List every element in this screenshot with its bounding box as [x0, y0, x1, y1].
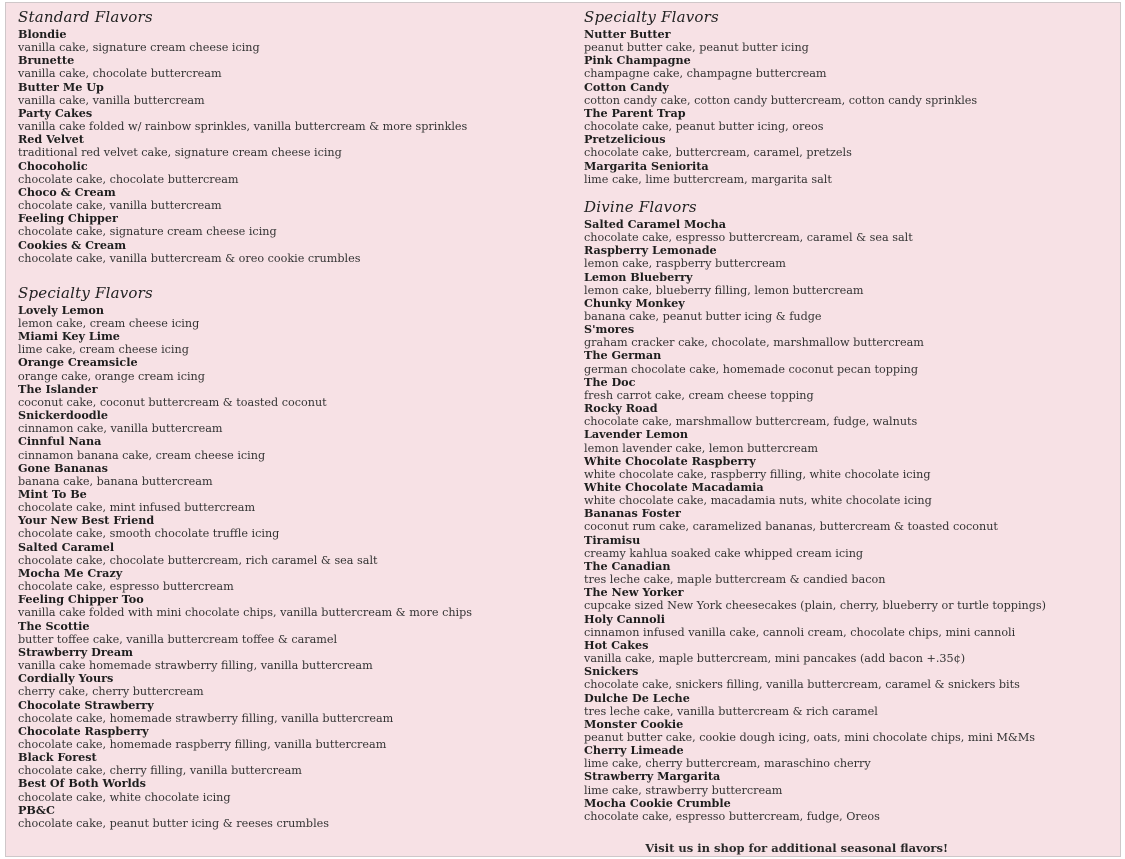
- flavor-description: chocolate cake, white chocolate icing: [18, 790, 231, 804]
- flavor-item: [584, 402, 1116, 428]
- flavor-item: [584, 244, 1116, 270]
- flavor-item: [584, 218, 1116, 244]
- flavor-description: chocolate cake, buttercream, caramel, pretzels: [584, 146, 852, 160]
- flavor-description: vanilla cake homemade strawberry filling, vanilla buttercream: [18, 659, 373, 673]
- flavor-name: S'mores: [584, 322, 635, 337]
- flavor-name: Pink Champagne: [584, 53, 691, 68]
- flavor-description: lime cake, lime buttercream, margarita salt: [584, 172, 832, 186]
- flavor-description: cotton candy cake, cotton candy buttercream, cotton candy sprinkles: [584, 93, 978, 107]
- flavor-description: lime cake, cherry buttercream, maraschino cherry: [584, 757, 871, 771]
- flavor-description: white chocolate cake, macadamia nuts, white chocolate icing: [584, 494, 932, 508]
- flavor-item: [18, 488, 578, 514]
- flavor-item: [18, 239, 578, 265]
- section-gap: [18, 265, 578, 282]
- flavor-name: Blondie: [18, 27, 67, 41]
- flavor-name: Snickers: [584, 664, 639, 679]
- flavor-name: Strawberry Margarita: [584, 769, 721, 784]
- flavor-description: cinnamon cake, vanilla buttercream: [18, 422, 223, 436]
- flavor-description: coconut cake, coconut buttercream & toasted coconut: [18, 395, 327, 409]
- flavor-name: Margarita Seniorita: [584, 158, 709, 173]
- section-title-specialty: Specialty Flavors: [18, 283, 153, 302]
- flavor-description: chocolate cake, chocolate buttercream: [18, 172, 239, 186]
- specialty-flavor-list: [18, 304, 578, 830]
- flavor-name: Feeling Chipper Too: [18, 592, 144, 607]
- flavor-description: chocolate cake, vanilla buttercream: [18, 199, 222, 213]
- flavor-name: White Chocolate Macadamia: [584, 480, 764, 494]
- flavor-item: [584, 744, 1116, 770]
- flavor-item: [18, 751, 578, 777]
- flavor-item: [18, 725, 578, 751]
- flavor-name: Holy Cannoli: [584, 611, 666, 626]
- flavor-description: cherry cake, cherry buttercream: [18, 685, 204, 699]
- flavor-name: Salted Caramel Mocha: [584, 216, 727, 231]
- menu-page: [5, 2, 1121, 857]
- flavor-name: The Canadian: [584, 558, 671, 573]
- flavor-description: chocolate cake, mint infused buttercream: [18, 501, 256, 515]
- flavor-name: PB&C: [18, 802, 55, 817]
- flavor-item: [18, 212, 578, 238]
- flavor-name: Cinnful Nana: [18, 434, 102, 449]
- flavor-name: Bananas Foster: [584, 506, 681, 521]
- flavor-item: [584, 586, 1116, 612]
- flavor-name: The Parent Trap: [584, 105, 686, 120]
- flavor-description: vanilla cake, maple buttercream, mini pancakes (add bacon +.35¢): [584, 652, 966, 666]
- flavor-item: [584, 560, 1116, 586]
- flavor-item: [584, 81, 1116, 107]
- flavor-name: Best Of Both Worlds: [18, 776, 146, 791]
- flavor-item: [18, 672, 578, 698]
- flavor-item: [584, 639, 1116, 665]
- flavor-item: [584, 797, 1116, 823]
- flavor-name: Lovely Lemon: [18, 302, 105, 317]
- flavor-name: The German: [584, 348, 662, 363]
- flavor-item: [18, 54, 578, 80]
- flavor-item: [18, 514, 578, 540]
- flavor-name: White Chocolate Raspberry: [584, 453, 756, 468]
- section-title-specialty-cont: Specialty Flavors: [584, 8, 719, 26]
- flavor-description: chocolate cake, homemade strawberry filling, vanilla buttercream: [18, 711, 394, 725]
- flavor-item: [18, 593, 578, 619]
- flavor-description: banana cake, peanut butter icing & fudge: [584, 309, 822, 323]
- flavor-item: [18, 541, 578, 567]
- flavor-description: lemon cake, raspberry buttercream: [584, 257, 786, 271]
- flavor-description: vanilla cake folded with mini chocolate chips, vanilla buttercream & more chips: [18, 606, 473, 620]
- flavor-description: coconut rum cake, caramelized bananas, buttercream & toasted coconut: [584, 520, 998, 534]
- flavor-description: butter toffee cake, vanilla buttercream toffee & caramel: [18, 632, 338, 646]
- flavor-description: vanilla cake, signature cream cheese icing: [18, 41, 260, 55]
- flavor-name: The Doc: [584, 374, 636, 389]
- flavor-item: [18, 646, 578, 672]
- flavor-name: Hot Cakes: [584, 637, 649, 652]
- flavor-name: Choco & Cream: [18, 184, 116, 199]
- flavor-name: Rocky Road: [584, 401, 658, 416]
- flavor-description: chocolate cake, espresso buttercream, fudge, Oreos: [584, 809, 880, 823]
- flavor-description: cupcake sized New York cheesecakes (plain, cherry, blueberry or turtle toppings): [584, 599, 1047, 613]
- flavor-description: chocolate cake, homemade raspberry filling, vanilla buttercream: [18, 737, 387, 751]
- flavor-name: Monster Cookie: [584, 716, 684, 731]
- flavor-name: The New Yorker: [584, 585, 684, 600]
- flavor-description: chocolate cake, signature cream cheese icing: [18, 225, 277, 239]
- flavor-name: Cherry Limeade: [584, 743, 684, 758]
- flavor-name: Black Forest: [18, 750, 97, 765]
- flavor-description: graham cracker cake, chocolate, marshmallow buttercream: [584, 336, 924, 350]
- flavor-description: chocolate cake, marshmallow buttercream, fudge, walnuts: [584, 415, 918, 429]
- flavor-description: german chocolate cake, homemade coconut pecan topping: [584, 362, 918, 376]
- standard-flavor-list: [18, 28, 578, 265]
- flavor-description: chocolate cake, cherry filling, vanilla buttercream: [18, 764, 302, 778]
- flavor-name: Miami Key Lime: [18, 329, 120, 344]
- flavor-item: [18, 620, 578, 646]
- flavor-name: Lavender Lemon: [584, 427, 689, 442]
- flavor-description: chocolate cake, espresso buttercream: [18, 580, 234, 594]
- flavor-name: Dulche De Leche: [584, 690, 690, 705]
- flavor-item: [18, 383, 578, 409]
- flavor-description: creamy kahlua soaked cake whipped cream icing: [584, 546, 864, 560]
- flavor-item: [584, 770, 1116, 796]
- flavor-item: [584, 297, 1116, 323]
- flavor-item: [584, 507, 1116, 533]
- flavor-description: champagne cake, champagne buttercream: [584, 67, 827, 81]
- flavor-description: tres leche cake, maple buttercream & candied bacon: [584, 573, 886, 587]
- flavor-item: [18, 330, 578, 356]
- flavor-item: [18, 81, 578, 107]
- flavor-item: [18, 699, 578, 725]
- flavor-name: Gone Bananas: [18, 460, 108, 475]
- flavor-item: [584, 534, 1116, 560]
- section-gap: [584, 186, 1116, 196]
- flavor-name: Orange Creamsicle: [18, 355, 138, 370]
- flavor-item: [18, 435, 578, 461]
- flavor-description: chocolate cake, smooth chocolate truffle icing: [18, 527, 280, 541]
- flavor-description: chocolate cake, peanut butter icing & reeses crumbles: [18, 816, 330, 830]
- flavor-name: Nutter Butter: [584, 27, 671, 41]
- specialty-flavor-list-cont: [584, 28, 1116, 186]
- flavor-item: [584, 28, 1116, 54]
- flavor-item: [18, 28, 578, 54]
- flavor-item: [584, 54, 1116, 80]
- flavor-description: chocolate cake, chocolate buttercream, rich caramel & sea salt: [18, 553, 378, 567]
- flavor-item: [584, 107, 1116, 133]
- flavor-name: Salted Caramel: [18, 539, 115, 554]
- flavor-name: Lemon Blueberry: [584, 269, 693, 284]
- flavor-name: Mocha Me Crazy: [18, 565, 123, 580]
- flavor-item: [18, 133, 578, 159]
- flavor-item: [18, 304, 578, 330]
- left-column: [18, 6, 578, 830]
- flavor-name: Tiramisu: [584, 532, 641, 547]
- flavor-description: traditional red velvet cake, signature cream cheese icing: [18, 146, 342, 160]
- flavor-name: Mocha Cookie Crumble: [584, 795, 731, 810]
- flavor-name: Chunky Monkey: [584, 295, 685, 310]
- flavor-name: The Scottie: [18, 618, 90, 633]
- flavor-description: tres leche cake, vanilla buttercream & rich caramel: [584, 704, 878, 718]
- flavor-name: Chocolate Raspberry: [18, 723, 149, 738]
- flavor-item: [18, 409, 578, 435]
- flavor-item: [584, 376, 1116, 402]
- flavor-name: Chocoholic: [18, 158, 88, 173]
- flavor-description: lemon lavender cake, lemon buttercream: [584, 441, 818, 455]
- flavor-item: [584, 323, 1116, 349]
- footer-note: Visit us in shop for additional seasonal flavors!: [645, 841, 948, 855]
- flavor-name: Chocolate Strawberry: [18, 697, 154, 712]
- flavor-description: vanilla cake folded w/ rainbow sprinkles, vanilla buttercream & more sprinkles: [18, 120, 468, 134]
- flavor-item: [584, 160, 1116, 186]
- flavor-name: Snickerdoodle: [18, 408, 108, 423]
- flavor-item: [584, 133, 1116, 159]
- flavor-item: [584, 692, 1116, 718]
- flavor-description: peanut butter cake, peanut butter icing: [584, 41, 809, 55]
- flavor-description: cinnamon banana cake, cream cheese icing: [18, 448, 266, 462]
- flavor-description: chocolate cake, peanut butter icing, oreos: [584, 120, 824, 134]
- section-title-standard: Standard Flavors: [18, 8, 153, 26]
- flavor-name: Pretzelicious: [584, 132, 666, 147]
- flavor-item: [18, 160, 578, 186]
- flavor-description: chocolate cake, espresso buttercream, caramel & sea salt: [584, 231, 913, 245]
- flavor-name: Your New Best Friend: [18, 513, 155, 528]
- flavor-item: [18, 356, 578, 382]
- flavor-name: Butter Me Up: [18, 79, 104, 94]
- flavor-item: [584, 718, 1116, 744]
- flavor-description: chocolate cake, vanilla buttercream & oreo cookie crumbles: [18, 251, 361, 265]
- flavor-name: Mint To Be: [18, 487, 87, 501]
- flavor-name: Red Velvet: [18, 132, 84, 147]
- flavor-description: vanilla cake, vanilla buttercream: [18, 93, 205, 107]
- flavor-description: vanilla cake, chocolate buttercream: [18, 67, 222, 81]
- section-title-divine: Divine Flavors: [584, 197, 697, 216]
- flavor-name: Cordially Yours: [18, 671, 114, 686]
- flavor-description: lemon cake, blueberry filling, lemon buttercream: [584, 283, 864, 297]
- flavor-item: [18, 107, 578, 133]
- right-column: [584, 6, 1116, 823]
- flavor-description: cinnamon infused vanilla cake, cannoli cream, chocolate chips, mini cannoli: [584, 625, 1016, 639]
- flavor-name: Cotton Candy: [584, 79, 669, 94]
- flavor-item: [18, 186, 578, 212]
- flavor-description: banana cake, banana buttercream: [18, 474, 213, 488]
- flavor-name: The Islander: [18, 381, 98, 396]
- flavor-description: white chocolate cake, raspberry filling, white chocolate icing: [584, 467, 931, 481]
- flavor-description: lime cake, strawberry buttercream: [584, 783, 783, 797]
- flavor-name: Party Cakes: [18, 105, 93, 120]
- flavor-item: [584, 481, 1116, 507]
- flavor-item: [584, 613, 1116, 639]
- flavor-item: [584, 455, 1116, 481]
- flavor-item: [18, 462, 578, 488]
- flavor-name: Brunette: [18, 53, 75, 68]
- flavor-item: [584, 428, 1116, 454]
- flavor-description: chocolate cake, snickers filling, vanilla buttercream, caramel & snickers bits: [584, 678, 1020, 692]
- flavor-item: [584, 665, 1116, 691]
- flavor-description: fresh carrot cake, cream cheese topping: [584, 388, 814, 402]
- flavor-name: Feeling Chipper: [18, 211, 118, 226]
- flavor-item: [18, 804, 578, 830]
- flavor-name: Cookies & Cream: [18, 237, 127, 252]
- flavor-description: peanut butter cake, cookie dough icing, oats, mini chocolate chips, mini M&Ms: [584, 730, 1036, 744]
- flavor-name: Strawberry Dream: [18, 644, 133, 659]
- flavor-description: lemon cake, cream cheese icing: [18, 316, 200, 330]
- flavor-name: Raspberry Lemonade: [584, 243, 717, 258]
- flavor-item: [584, 349, 1116, 375]
- flavor-description: orange cake, orange cream icing: [18, 369, 205, 383]
- flavor-item: [18, 567, 578, 593]
- flavor-item: [584, 271, 1116, 297]
- flavor-description: lime cake, cream cheese icing: [18, 343, 189, 357]
- divine-flavor-list: [584, 218, 1116, 823]
- flavor-item: [18, 777, 578, 803]
